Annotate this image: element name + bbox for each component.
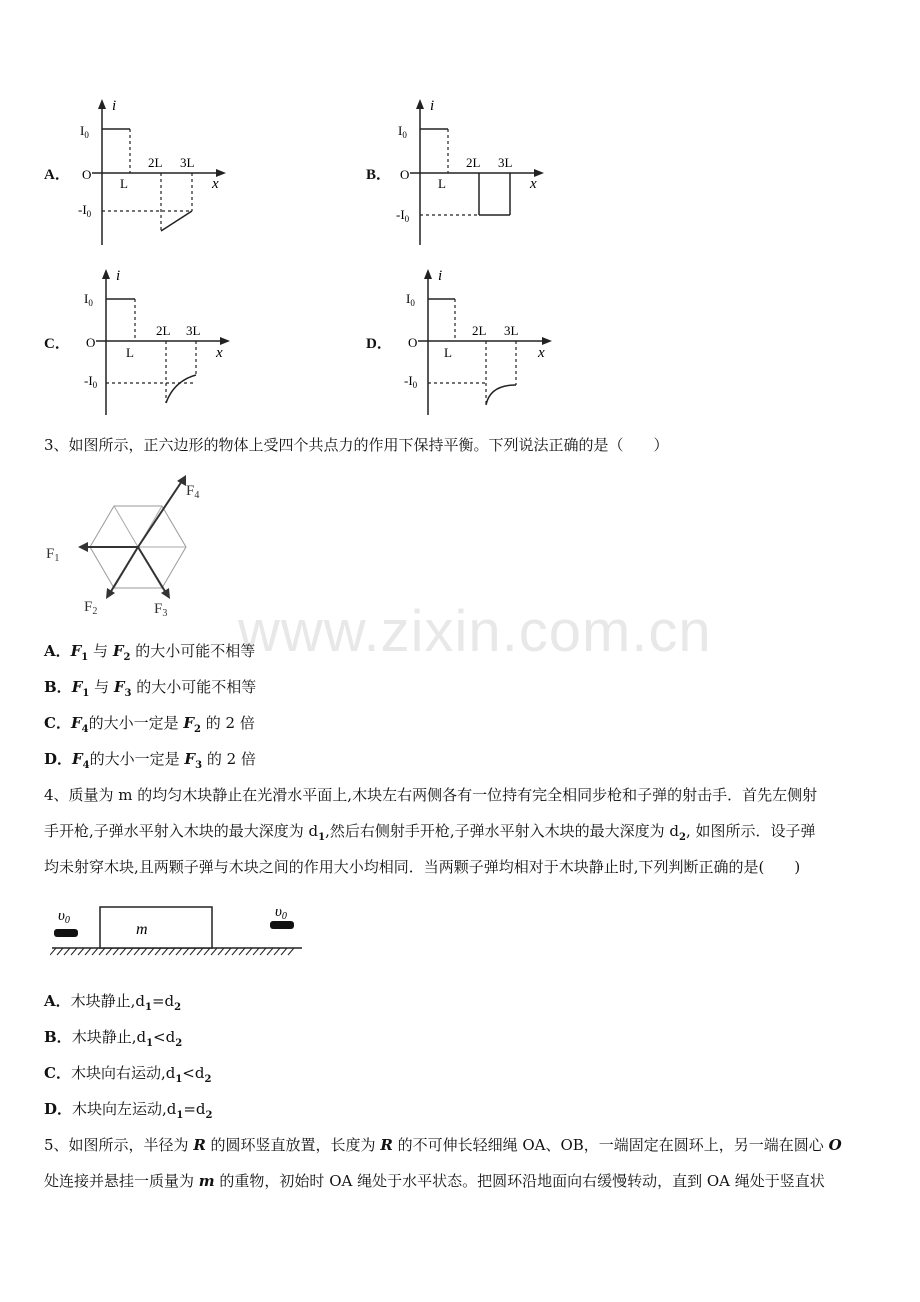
q3-option-a: A．$F_1$ 与 $F_2$ 的大小可能不相等	[44, 642, 256, 663]
ground-hatch-line	[148, 948, 154, 955]
q4-option-c: C．木块向右运动$,d_1<d_2$	[44, 1064, 212, 1085]
svg-text:I0: $I_0$	[406, 291, 415, 308]
ground-hatch-line	[204, 948, 210, 955]
svg-text:L: L	[126, 345, 134, 360]
ground-hatch-line	[141, 948, 147, 955]
ground-hatch-line	[225, 948, 231, 955]
svg-text:m: m	[136, 921, 148, 938]
current-graph-d	[398, 265, 563, 420]
svg-text:2L: 2L	[148, 155, 163, 170]
option-label: B．	[366, 167, 392, 183]
ground-hatch-line	[155, 948, 161, 955]
svg-text:F3: $F_3$	[154, 601, 168, 619]
ground-hatch-line	[113, 948, 119, 955]
q5-stem-line2: 处连接并悬挂一质量为 m 的重物，初始时 OA 绳处于水平状态。把圆环沿地面向右缓慢转动，直到 OA 绳处于竖直状	[44, 1172, 825, 1190]
q4-option-b: B．木块静止$,d_1<d_2$	[44, 1028, 183, 1049]
ground-hatch-line	[239, 948, 245, 955]
ground-hatch-line	[57, 948, 63, 955]
ground-hatch-line	[134, 948, 140, 955]
ground-hatch-line	[260, 948, 266, 955]
hexagon-force-diagram	[44, 475, 224, 623]
svg-text:O: O	[408, 335, 418, 350]
q3-option-d: D．$F_4$的大小一定是 $F_3$ 的 2 倍	[44, 750, 256, 771]
svg-text:x: x	[538, 345, 545, 361]
ground-hatch-line	[267, 948, 273, 955]
svg-text:2L: 2L	[472, 323, 487, 338]
svg-text:x: x	[216, 345, 223, 361]
ground-hatch-line	[288, 948, 294, 955]
ground-hatch-line	[197, 948, 203, 955]
ground-hatch-line	[120, 948, 126, 955]
ground-hatch-line	[162, 948, 168, 955]
svg-text:i: i	[430, 98, 435, 114]
q3-option-b: B．$F_1$ 与 $F_3$ 的大小可能不相等	[44, 678, 257, 699]
q3-stem: 3、如图所示，正六边形的物体上受四个共点力的作用下保持平衡。下列说法正确的是（ ）	[44, 436, 669, 454]
svg-text:O: O	[86, 335, 96, 350]
ground-hatch-line	[183, 948, 189, 955]
svg-text:3L: 3L	[498, 155, 513, 170]
svg-text:L: L	[444, 345, 452, 360]
svg-text:-I0: $-I_0$	[396, 207, 410, 224]
svg-text:-I0: $-I_0$	[78, 202, 92, 219]
svg-text:O: O	[400, 167, 410, 182]
ground-hatch-line	[274, 948, 280, 955]
block-bullet-diagram	[50, 900, 310, 960]
ground-hatch-line	[71, 948, 77, 955]
ground-hatch-line	[169, 948, 175, 955]
svg-text:υ0: $\upsilon_0$	[275, 904, 287, 922]
svg-text:L: L	[120, 176, 128, 191]
svg-text:I0: $I_0$	[80, 123, 89, 140]
current-graph-b	[390, 95, 555, 250]
svg-text:2L: 2L	[466, 155, 481, 170]
current-graph-a	[72, 95, 237, 250]
q4-stem-line2: 手开枪,子弹水平射入木块的最大深度为 $d_1$,然后右侧射手开枪,子弹水平射入木块的最大深度为 $d_2$, 如图所示．设子弹	[44, 822, 816, 843]
svg-text:L: L	[438, 176, 446, 191]
watermark: www.zixin.com.cn	[238, 599, 712, 664]
ground-hatch-line	[50, 948, 56, 955]
svg-text:O: O	[82, 167, 92, 182]
ground-hatch-line	[78, 948, 84, 955]
q4-option-a: A．木块静止$,d_1=d_2$	[44, 992, 182, 1013]
svg-text:x: x	[530, 176, 537, 192]
ground-hatch-line	[281, 948, 287, 955]
current-graph-c	[76, 265, 241, 420]
svg-text:-I0: $-I_0$	[84, 373, 98, 390]
svg-text:υ0: $\upsilon_0$	[58, 908, 70, 926]
q5-stem-line1: 5、如图所示，半径为 R 的圆环竖直放置，长度为 R 的不可伸长轻细绳 OA、OB，一端固定在圆环上，另一端在圆心 O	[44, 1136, 842, 1154]
svg-text:i: i	[112, 98, 117, 114]
ground-hatch-line	[127, 948, 133, 955]
svg-text:I0: $I_0$	[398, 123, 407, 140]
ground-hatch-line	[176, 948, 182, 955]
option-label: A．	[44, 167, 70, 183]
ground-hatch-line	[92, 948, 98, 955]
svg-text:i: i	[438, 268, 443, 284]
svg-text:3L: 3L	[186, 323, 201, 338]
ground-hatch-line	[190, 948, 196, 955]
option-label: C．	[44, 336, 70, 352]
ground-hatch-line	[85, 948, 91, 955]
q4-option-d: D．木块向左运动$,d_1=d_2$	[44, 1100, 213, 1121]
svg-text:F4: $F_4$	[186, 483, 200, 501]
svg-text:I0: $I_0$	[84, 291, 93, 308]
q4-stem-line3: 均未射穿木块,且两颗子弹与木块之间的作用大小均相同．当两颗子弹均相对于木块静止时,下列判断正确的是( )	[44, 858, 801, 876]
ground-hatch-line	[211, 948, 217, 955]
svg-text:-I0: $-I_0$	[404, 373, 418, 390]
ground-hatch-line	[232, 948, 238, 955]
q3-option-c: C．$F_4$的大小一定是 $F_2$ 的 2 倍	[44, 714, 255, 735]
svg-text:x: x	[212, 176, 219, 192]
svg-text:3L: 3L	[180, 155, 195, 170]
q4-stem-line1: 4、质量为 m 的均匀木块静止在光滑水平面上,木块左右两侧各有一位持有完全相同步枪和子弹的射击手．首先左侧射	[44, 786, 818, 804]
svg-text:F2: $F_2$	[84, 599, 98, 617]
option-label: D．	[366, 336, 392, 352]
svg-text:F1: $F_1$	[46, 546, 60, 564]
ground-hatch-line	[99, 948, 105, 955]
ground-hatch-line	[253, 948, 259, 955]
svg-text:3L: 3L	[504, 323, 519, 338]
ground-hatch-line	[64, 948, 70, 955]
svg-text:i: i	[116, 268, 121, 284]
svg-text:2L: 2L	[156, 323, 171, 338]
ground-hatch-line	[106, 948, 112, 955]
ground-hatch-line	[218, 948, 224, 955]
ground-hatch-line	[246, 948, 252, 955]
